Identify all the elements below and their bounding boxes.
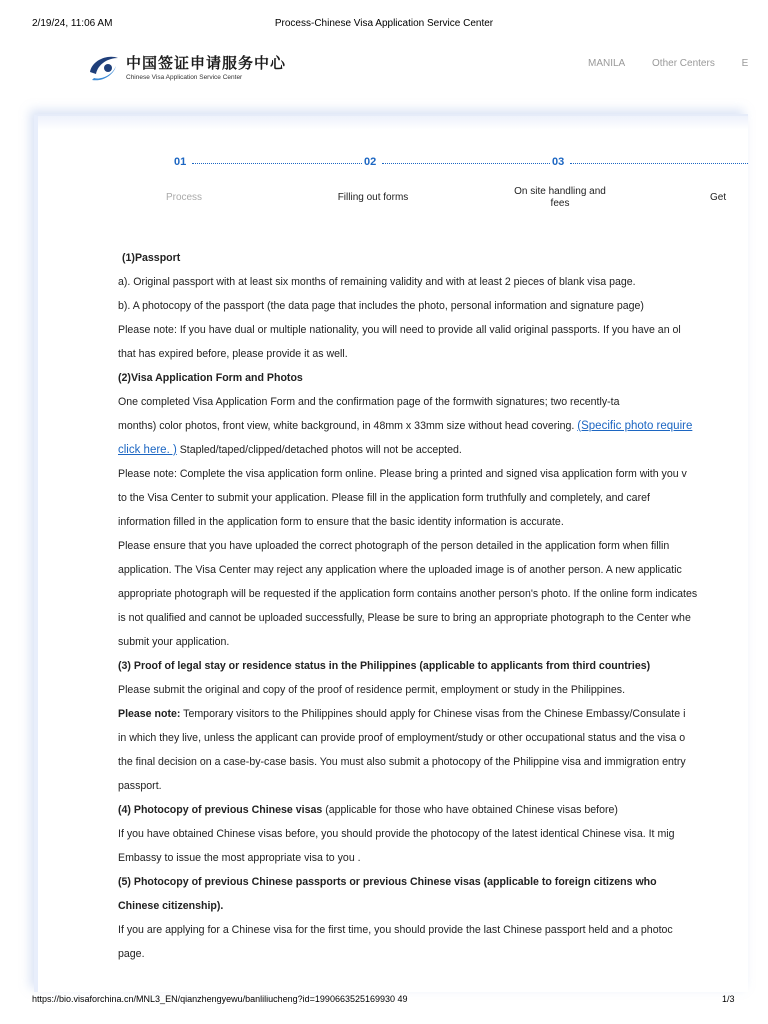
paragraph-line: One completed Visa Application Form and the confirmation page of the formwith signatures; two recently-ta <box>118 396 620 408</box>
paragraph-line: the final decision on a case-by-case basis. You must also submit a photocopy of the Philippine visa and immigration entry <box>118 756 686 768</box>
section-previous-passports-title-cont: Chinese citizenship). <box>118 900 224 912</box>
paragraph-line <box>118 798 748 822</box>
nav-item-language[interactable]: E <box>741 58 749 69</box>
paragraph-line: information filled in the application form to ensure that the basic identity information is accurate. <box>118 516 564 528</box>
print-header <box>0 18 768 32</box>
section-passport-title: (1)Passport <box>122 252 181 264</box>
main-panel <box>34 114 748 992</box>
paragraph-line: submit your application. <box>118 636 230 648</box>
step-filling-out-forms[interactable]: Filling out forms <box>337 192 409 203</box>
print-page-number: 1/3 <box>722 994 735 1004</box>
top-nav <box>588 58 768 69</box>
paragraph-line: appropriate photograph will be requested if the application form contains another person's photo. If the online form indicates <box>118 588 698 600</box>
paragraph-line: application. The Visa Center may reject any application where the uploaded image is of another person. A new applicatic <box>118 564 682 576</box>
requirements-content <box>118 246 748 966</box>
site-logo[interactable] <box>86 50 286 86</box>
paragraph-line: b). A photocopy of the passport (the data page that includes the photo, personal information and signature page) <box>118 300 644 312</box>
paragraph-text: months) color photos, front view, white background, in 48mm x 33mm size without head covering. <box>118 420 578 432</box>
logo-english-text: Chinese Visa Application Service Center <box>126 74 243 81</box>
paragraph-line: Please submit the original and copy of the proof of residence permit, employment or study in the Philippines. <box>118 684 626 696</box>
paragraph-line: Please note: Complete the visa application form online. Please bring a printed and signed visa application form with you v <box>118 468 687 480</box>
print-page-title: Process-Chinese Visa Application Service Center <box>274 18 494 29</box>
section-previous-visas-title: (4) Photocopy of previous Chinese visas <box>118 804 323 816</box>
section-previous-passports-title: (5) Photocopy of previous Chinese passports or previous Chinese visas (applicable to foreign citizens who <box>118 876 657 888</box>
step-number-2: 02 <box>364 156 377 168</box>
print-datetime: 2/19/24, 11:06 AM <box>32 18 113 29</box>
paragraph-line: passport. <box>118 780 162 792</box>
paragraph-line: to the Visa Center to submit your application. Please fill in the application form truthfully and completely, and caref <box>118 492 650 504</box>
step-on-site-handling[interactable]: On site handling and fees <box>514 186 606 209</box>
step-connector <box>192 163 362 164</box>
step-process[interactable]: Process <box>165 192 203 203</box>
paragraph-line: If you have obtained Chinese visas before, you should provide the photocopy of the latest identical Chinese visa. It mig <box>118 828 675 840</box>
step-get[interactable]: Get <box>710 192 727 203</box>
paragraph-text: Temporary visitors to the Philippines should apply for Chinese visas from the Chinese Embassy/Consulate i <box>180 708 686 720</box>
print-url: https://bio.visaforchina.cn/MNL3_EN/qianzhengyewu/banliliucheng?id=1990663525169930 49 <box>32 994 408 1004</box>
step-number-3: 03 <box>552 156 565 168</box>
site-header <box>0 44 768 94</box>
paragraph-line: page. <box>118 948 145 960</box>
paragraph-line: that has expired before, please provide it as well. <box>118 348 348 360</box>
section-legal-stay-title: (3) Proof of legal stay or residence status in the Philippines (applicable to applicants from third countries) <box>118 660 651 672</box>
note-label: Please note: <box>118 708 181 720</box>
paragraph-line: If you are applying for a Chinese visa for the first time, you should provide the last Chinese passport held and a photoc <box>118 924 673 936</box>
logo-swoosh-icon <box>86 50 122 84</box>
paragraph-line: Please note: If you have dual or multiple nationality, you will need to provide all valid original passports. If you have an ol <box>118 324 681 336</box>
paragraph-text: Stapled/taped/clipped/detached photos will not be accepted. <box>176 444 462 456</box>
paragraph-line: Please ensure that you have uploaded the correct photograph of the person detailed in the application form when fillin <box>118 540 670 552</box>
logo-chinese-text: 中国签证申请服务中心 <box>126 54 287 72</box>
process-steps <box>38 156 748 226</box>
step-number-1: 01 <box>174 156 187 168</box>
paragraph-text: (applicable for those who have obtained Chinese visas before) <box>322 804 618 816</box>
click-here-link[interactable]: click here. ) <box>118 444 177 456</box>
section-form-photos-title: (2)Visa Application Form and Photos <box>118 372 303 384</box>
nav-item-manila[interactable]: MANILA <box>588 58 626 69</box>
photo-requirements-link[interactable]: (Specific photo require <box>577 420 693 432</box>
paragraph-line: Embassy to issue the most appropriate visa to you . <box>118 852 361 864</box>
paragraph-line <box>118 702 748 726</box>
nav-item-other-centers[interactable]: Other Centers <box>652 58 715 69</box>
paragraph-line: a). Original passport with at least six months of remaining validity and with at least 2 pieces of blank visa page. <box>118 276 636 288</box>
paragraph-line: is not qualified and cannot be uploaded successfully, Please be sure to bring an appropriate photograph to the Center whe <box>118 612 691 624</box>
paragraph-line <box>118 438 748 462</box>
paragraph-line <box>118 414 748 438</box>
paragraph-line: in which they live, unless the applicant can provide proof of employment/study or other occupational status and the visa o <box>118 732 686 744</box>
step-connector <box>382 163 550 164</box>
step-connector <box>570 163 748 164</box>
panel-top-fade <box>38 116 748 130</box>
